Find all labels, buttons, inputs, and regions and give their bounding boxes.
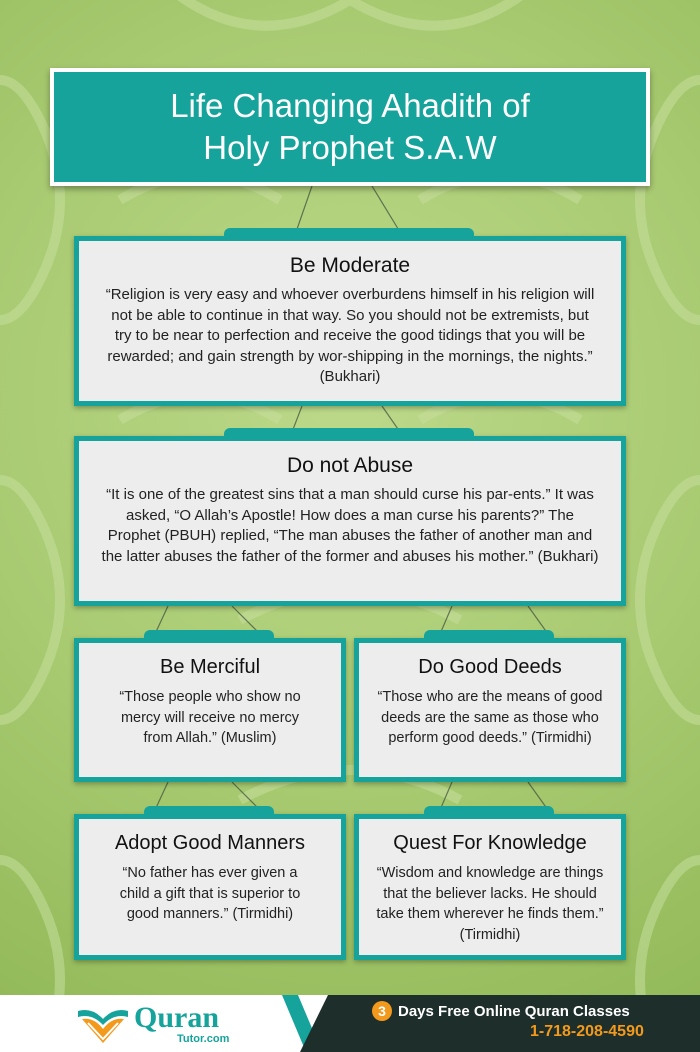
card-tab (224, 428, 474, 442)
card-text: “No father has ever given a child a gift that is superior to good manners.” (Tirmidhi) (119, 865, 301, 922)
card-tab (144, 806, 274, 820)
promo-number-badge: 3 (372, 1001, 392, 1021)
card-title: Be Moderate (289, 254, 411, 277)
card-text: “Those who are the means of good deeds are the same as those who perform good deeds.” (Tirmidhi) (377, 689, 603, 746)
card-tab (144, 630, 274, 644)
card-text: “Religion is very easy and whoever overburdens himself in his religion will not be able to continue in that way. So you should not be extremists, but try to be near to perfection and receive the good tidings that you will be rewarded; and gain strength by wor-shipping in the mornings, the nights.” (Bukhari) (105, 286, 595, 385)
title-banner (50, 68, 650, 186)
card-do-good-deeds (354, 638, 626, 782)
card-adopt-good-manners (74, 814, 346, 960)
card-quest-for-knowledge (354, 814, 626, 960)
logo-subtext[interactable]: Tutor.com (177, 1033, 230, 1045)
card-title: Do Good Deeds (418, 656, 562, 678)
phone-number[interactable]: 1-718-208-4590 (530, 1023, 644, 1040)
card-title: Adopt Good Manners (114, 832, 306, 854)
card-title: Do not Abuse (286, 454, 414, 477)
card-tab (424, 806, 554, 820)
card-text: “Those people who show no mercy will receive no mercy from Allah.” (Muslim) (119, 689, 301, 746)
card-text: “It is one of the greatest sins that a man should curse his par-ents.” It was asked, “O Allah’s Apostle! How does a man curse his parents?” The Prophet (PBUH) replied, “The man abuses the father of another man and the latter abuses the father of the former and abuses his mother.” (Bukhari) (101, 486, 599, 565)
card-be-moderate (74, 236, 626, 406)
open-book-logo-icon[interactable] (74, 1005, 132, 1045)
logo-name[interactable]: Quran (134, 1001, 220, 1034)
card-do-not-abuse (74, 436, 626, 606)
card-tab (224, 228, 474, 242)
card-text: “Wisdom and knowledge are things that the believer lacks. He should take them wherever he finds them.” (Tirmidhi) (376, 865, 604, 943)
promo-text[interactable]: Days Free Online Quran Classes (398, 1003, 630, 1020)
card-tab (424, 630, 554, 644)
title-line-2: Holy Prophet S.A.W (203, 129, 497, 166)
card-title: Quest For Knowledge (393, 832, 587, 854)
card-title: Be Merciful (159, 656, 261, 678)
title-line-1: Life Changing Ahadith of (170, 87, 530, 124)
card-be-merciful (74, 638, 346, 782)
